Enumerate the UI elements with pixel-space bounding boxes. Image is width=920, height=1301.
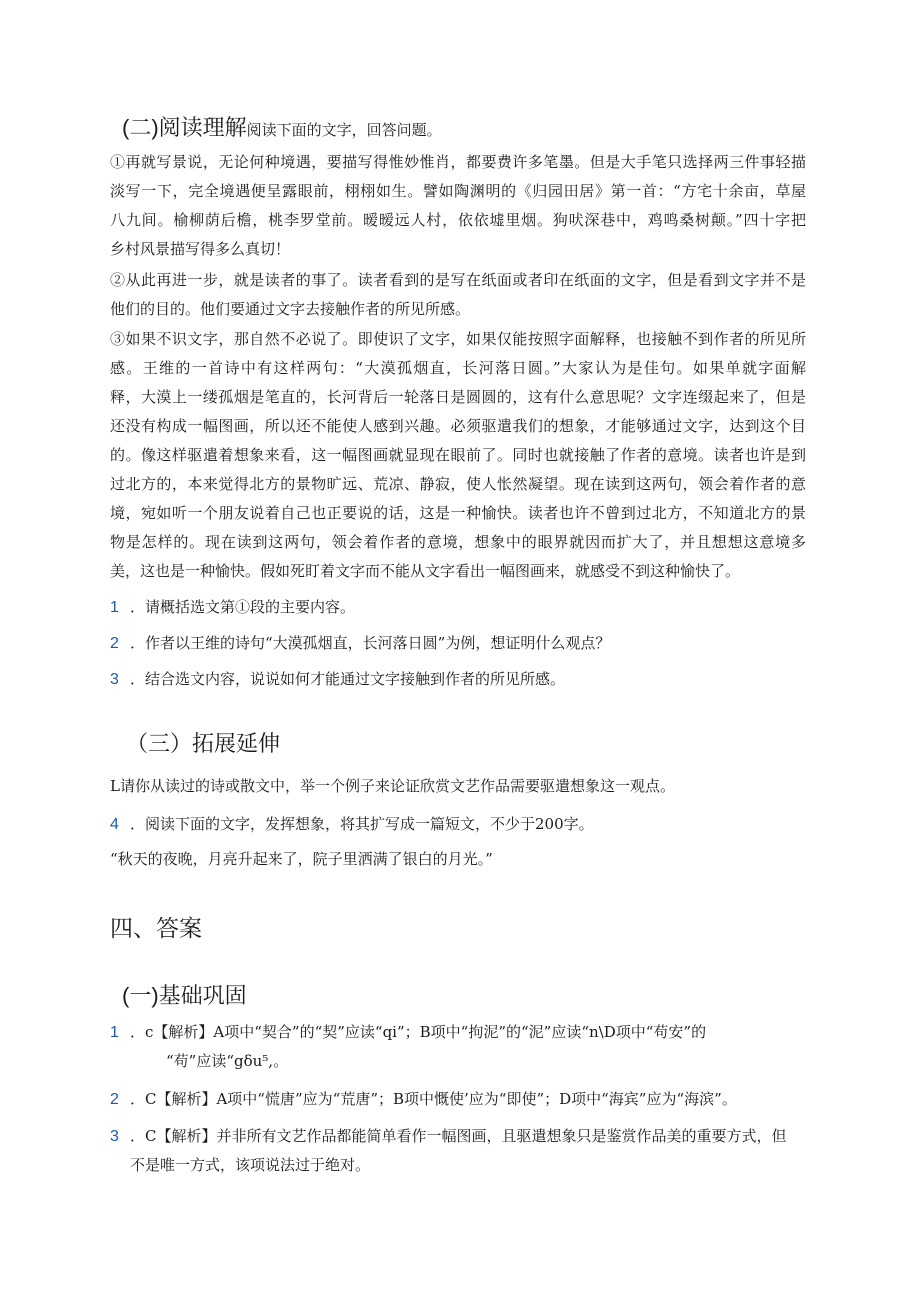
reading-section-instruction: 阅读下面的文字，回答问题。 <box>246 121 442 139</box>
extension-question-1: L请你从读过的诗或散文中，举一个例子来论证欣赏文艺作品需要驱遣想象这一观点。 <box>110 777 675 795</box>
question-text: ．作者以王维的诗句“大漠孤烟直，长河落日圆”为例，想证明什么观点？ <box>130 634 611 652</box>
reading-section-title: (二)阅读理解 <box>122 115 247 140</box>
question-text: ．请概括选文第①段的主要内容。 <box>130 598 356 616</box>
passage-paragraph-3 <box>110 325 806 586</box>
answers-heading: 四、答案 <box>110 915 202 941</box>
passage-line: 美，这也是一种愉快。假如死盯着文字而不能从文字看出一幅图画来，就感受不到这种愉快了。 <box>110 562 741 580</box>
answer-text: ．C【解析】A项中“慌唐”应为“荒唐”；B项中慨使’应为“即使”；D项中“海宾”应为“海滨”。 <box>130 1090 737 1108</box>
passage-line: 八九间。榆柳荫后檐，桃李罗堂前。暧暧远人村，依依墟里烟。狗吠深巷中，鸡鸣桑树颠。”四十字把 <box>110 211 806 229</box>
question-2 <box>110 632 610 653</box>
passage-line: 还没有构成一幅图画，所以还不能使人感到兴趣。必须驱遣我们的想象，才能够通过文字，达到这个目 <box>110 417 806 435</box>
answer-number: 3 <box>110 1128 119 1145</box>
answer-3 <box>110 1122 786 1179</box>
question-number: 1 <box>110 599 119 616</box>
answer-text: ．c【解析】A项中“契合”的“契”应读“qi”；B项中“拘泥”的“泥”应读“n\D项中“苟安”的 <box>130 1023 707 1041</box>
passage-line: ①再就写景说，无论何种境遇，要描写得惟妙惟肖，都要费许多笔墨。但是大手笔只选择两三件事轻描 <box>110 153 806 171</box>
question-text: ．结合选文内容，说说如何才能通过文字接触到作者的所见所感。 <box>130 670 566 688</box>
question-3 <box>110 668 565 689</box>
answer-1 <box>110 1018 706 1075</box>
passage-line: 境，宛如听一个朋友说着自己也正要说的话，这是一种愉快。读者也许不曾到过北方，不知道北方的景 <box>110 504 806 522</box>
answer-text-continued: 不是唯一方式，该项说法过于绝对。 <box>130 1156 371 1174</box>
question-text: ．阅读下面的文字，发挥想象，将其扩写成一篇短文，不少于200字。 <box>130 815 594 833</box>
reading-section-heading <box>122 111 442 142</box>
extension-question-4 <box>110 813 594 834</box>
answer-2 <box>110 1085 737 1114</box>
passage-line: 的。像这样驱遣着想象来看，这一幅图画就显现在眼前了。同时也就接触了作者的意境。读者也许是到 <box>110 446 806 464</box>
passage-line: 感。王维的一首诗中有这样两句：“大漠孤烟直，长河落日圆。”大家认为是佳句。如果单就字面解 <box>110 359 806 377</box>
question-1 <box>110 596 355 617</box>
passage-line: 淡写一下，完全境遇便呈露眼前，栩栩如生。譬如陶渊明的《归园田居》第一首：“方宅十余亩，草屋 <box>110 182 806 200</box>
answer-text-continued: “苟”应读“gδu⁵,。 <box>166 1052 289 1070</box>
passage-line: 过北方的，本来觉得北方的景物旷远、荒凉、静寂，使人怅然凝望。现在读到这两句，领会着作者的意 <box>110 475 806 493</box>
extension-quote: “秋天的夜晚，月亮升起来了，院子里洒满了银白的月光。” <box>110 850 493 868</box>
answer-text: ．C【解析】并非所有文艺作品都能简单看作一幅图画，且驱遣想象只是鉴赏作品美的重要方式，但 <box>130 1127 787 1145</box>
question-number: 3 <box>110 671 119 688</box>
passage-line: 他们的目的。他们要通过文字去接触作者的所见所感。 <box>110 300 471 318</box>
passage-line: 乡村风景描写得多么真切！ <box>110 240 291 258</box>
passage-line: ②从此再进一步，就是读者的事了。读者看到的是写在纸面或者印在纸面的文字，但是看到文字并不是 <box>110 271 806 289</box>
basics-subheading: (一)基础巩固 <box>122 983 247 1008</box>
passage-line: 物是怎样的。现在读到这两句，领会着作者的意境，想象中的眼界就因而扩大了，并且想想这意境多 <box>110 533 806 551</box>
passage-paragraph-1 <box>110 148 806 264</box>
passage-paragraph-2 <box>110 266 806 324</box>
answer-number: 2 <box>110 1091 119 1108</box>
question-number: 4 <box>110 816 119 833</box>
question-number: 2 <box>110 635 119 652</box>
passage-line: ③如果不识文字，那自然不必说了。即使识了文字，如果仅能按照字面解释，也接触不到作者的所见所 <box>110 330 806 348</box>
passage-line: 释，大漠上一缕孤烟是笔直的，长河背后一轮落日是圆圆的，这有什么意思呢？文字连缀起来了，但是 <box>110 388 806 406</box>
answer-number: 1 <box>110 1024 119 1041</box>
extension-section-heading: （三）拓展延伸 <box>126 731 281 756</box>
